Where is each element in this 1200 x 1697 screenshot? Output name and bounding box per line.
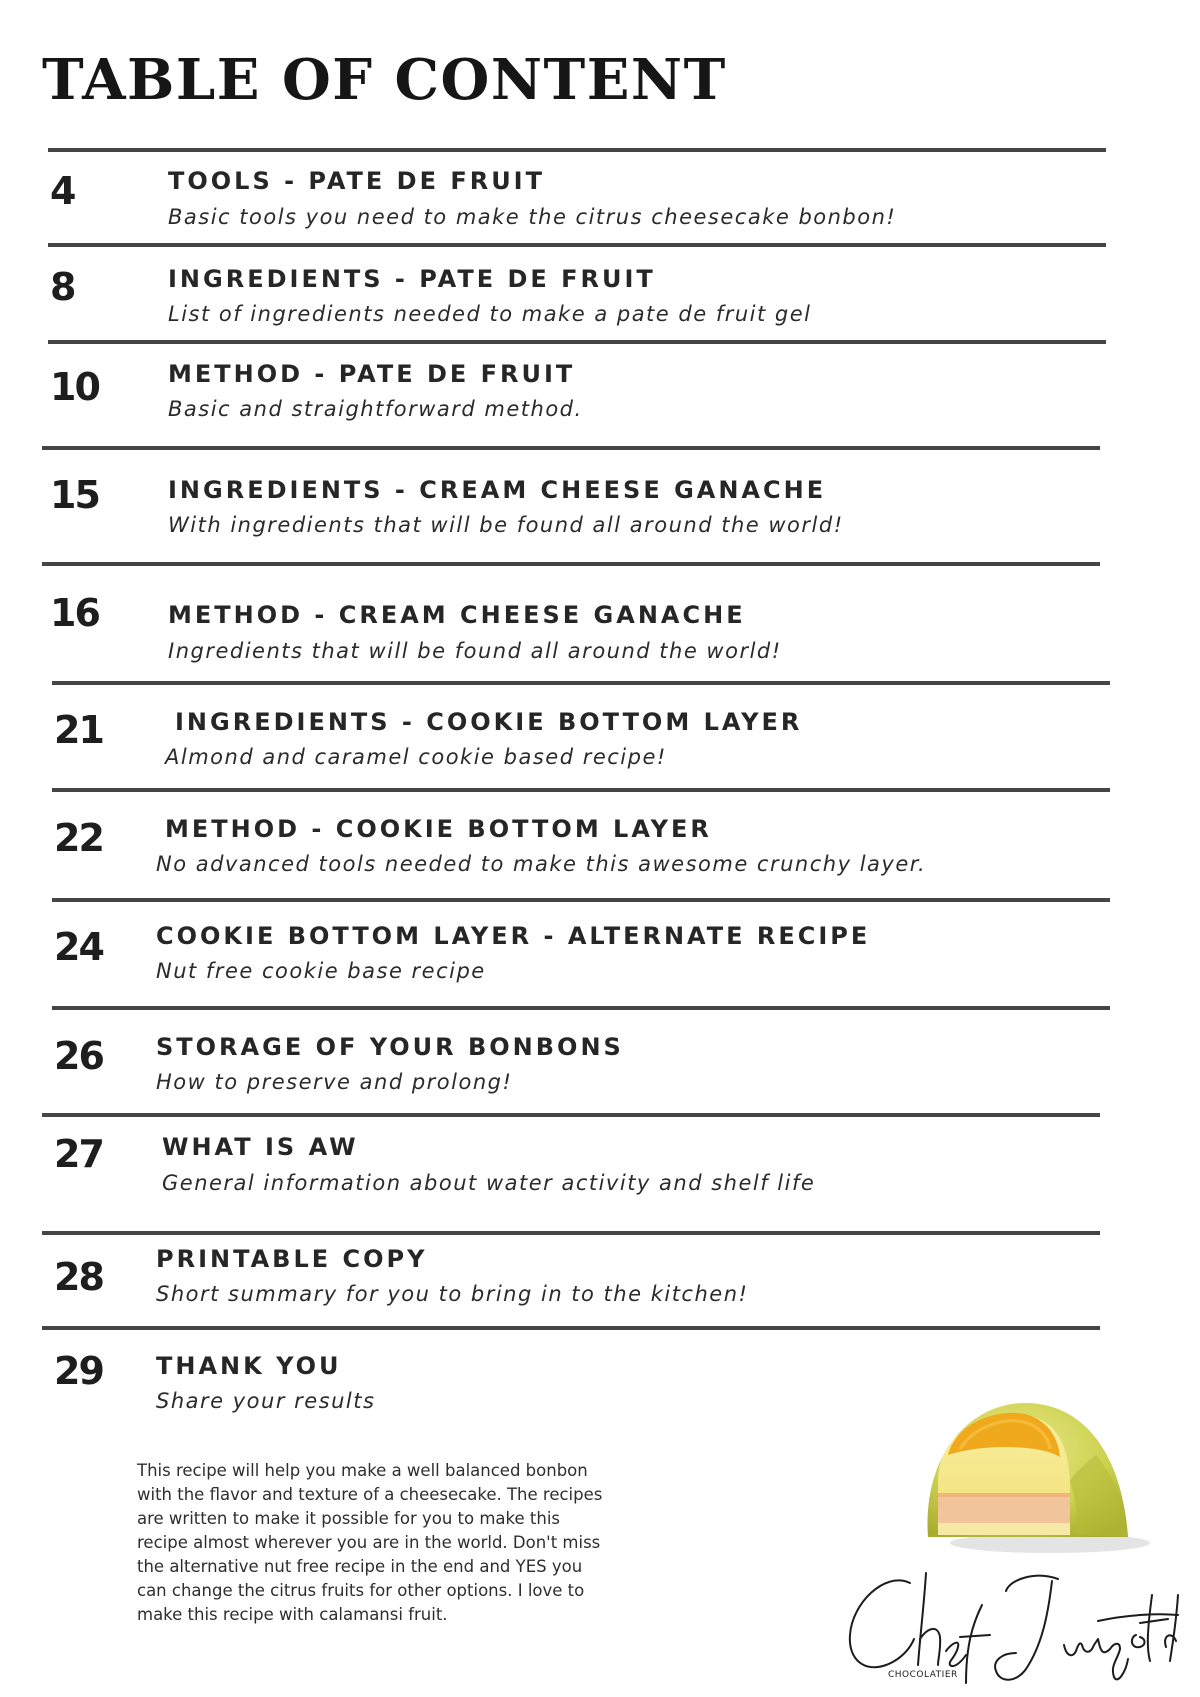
page-number: 22 (54, 816, 103, 860)
signature-tagline: CHOCOLATIER (888, 1670, 958, 1680)
entry-title: INGREDIENTS - COOKIE BOTTOM LAYER (175, 708, 803, 736)
divider (42, 1113, 1100, 1117)
page-number: 21 (54, 708, 103, 752)
page-number: 4 (50, 169, 75, 213)
entry-subtitle: Nut free cookie base recipe (156, 959, 486, 983)
entry-subtitle: Short summary for you to bring in to the kitchen! (156, 1282, 749, 1306)
entry-title: INGREDIENTS - CREAM CHEESE GANACHE (168, 476, 827, 504)
entry-title: INGREDIENTS - PATE DE FRUIT (168, 265, 656, 293)
entry-subtitle: Basic and straightforward method. (168, 397, 583, 421)
divider (48, 340, 1106, 344)
divider (52, 681, 1110, 685)
entry-subtitle: List of ingredients needed to make a pate de fruit gel (168, 302, 812, 326)
page-title: TABLE OF CONTENT (42, 47, 727, 113)
intro-paragraph (137, 1459, 677, 1627)
entry-title: METHOD - PATE DE FRUIT (168, 360, 576, 388)
entry-subtitle: Ingredients that will be found all around the world! (168, 639, 782, 663)
entry-title: PRINTABLE COPY (156, 1245, 428, 1273)
intro-line: the alternative nut free recipe in the end and YES you (137, 1557, 583, 1576)
page-number: 27 (54, 1132, 103, 1176)
entry-subtitle: Almond and caramel cookie based recipe! (165, 745, 667, 769)
entry-title: WHAT IS AW (162, 1133, 359, 1161)
page-number: 26 (54, 1034, 103, 1078)
intro-line: with the flavor and texture of a cheesecake. The recipes (137, 1485, 603, 1504)
page-number: 8 (50, 265, 75, 309)
entry-subtitle: Share your results (156, 1389, 376, 1413)
intro-line: are written to make it possible for you to make this (137, 1509, 560, 1528)
intro-line: can change the citrus fruits for other options. I love to (137, 1581, 585, 1600)
page-number: 28 (54, 1255, 103, 1299)
page-number: 24 (54, 925, 103, 969)
entry-subtitle: General information about water activity and shelf life (162, 1171, 816, 1195)
page-number: 16 (50, 591, 99, 635)
page-number: 10 (50, 365, 99, 409)
divider (42, 562, 1100, 566)
intro-line: This recipe will help you make a well balanced bonbon (137, 1461, 588, 1480)
bonbon-image (900, 1385, 1155, 1555)
entry-subtitle: Basic tools you need to make the citrus cheesecake bonbon! (168, 205, 897, 229)
signature-logo (840, 1565, 1180, 1690)
entry-title: THANK YOU (156, 1352, 342, 1380)
divider (48, 243, 1106, 247)
entry-title: COOKIE BOTTOM LAYER - ALTERNATE RECIPE (156, 922, 871, 950)
entry-subtitle: With ingredients that will be found all around the world! (168, 513, 844, 537)
divider (52, 1006, 1110, 1010)
divider (48, 148, 1106, 152)
page-number: 29 (54, 1349, 103, 1393)
divider (52, 788, 1110, 792)
entry-title: METHOD - COOKIE BOTTOM LAYER (165, 815, 712, 843)
entry-subtitle: No advanced tools needed to make this awesome crunchy layer. (156, 852, 927, 876)
divider (42, 1326, 1100, 1330)
page-number: 15 (50, 473, 99, 517)
divider (42, 1231, 1100, 1235)
intro-line: make this recipe with calamansi fruit. (137, 1605, 448, 1624)
entry-title: TOOLS - PATE DE FRUIT (168, 167, 545, 195)
entry-title: METHOD - CREAM CHEESE GANACHE (168, 601, 746, 629)
entry-subtitle: How to preserve and prolong! (156, 1070, 513, 1094)
divider (52, 898, 1110, 902)
intro-line: recipe almost wherever you are in the world. Don't miss (137, 1533, 601, 1552)
entry-title: STORAGE OF YOUR BONBONS (156, 1033, 624, 1061)
divider (42, 446, 1100, 450)
